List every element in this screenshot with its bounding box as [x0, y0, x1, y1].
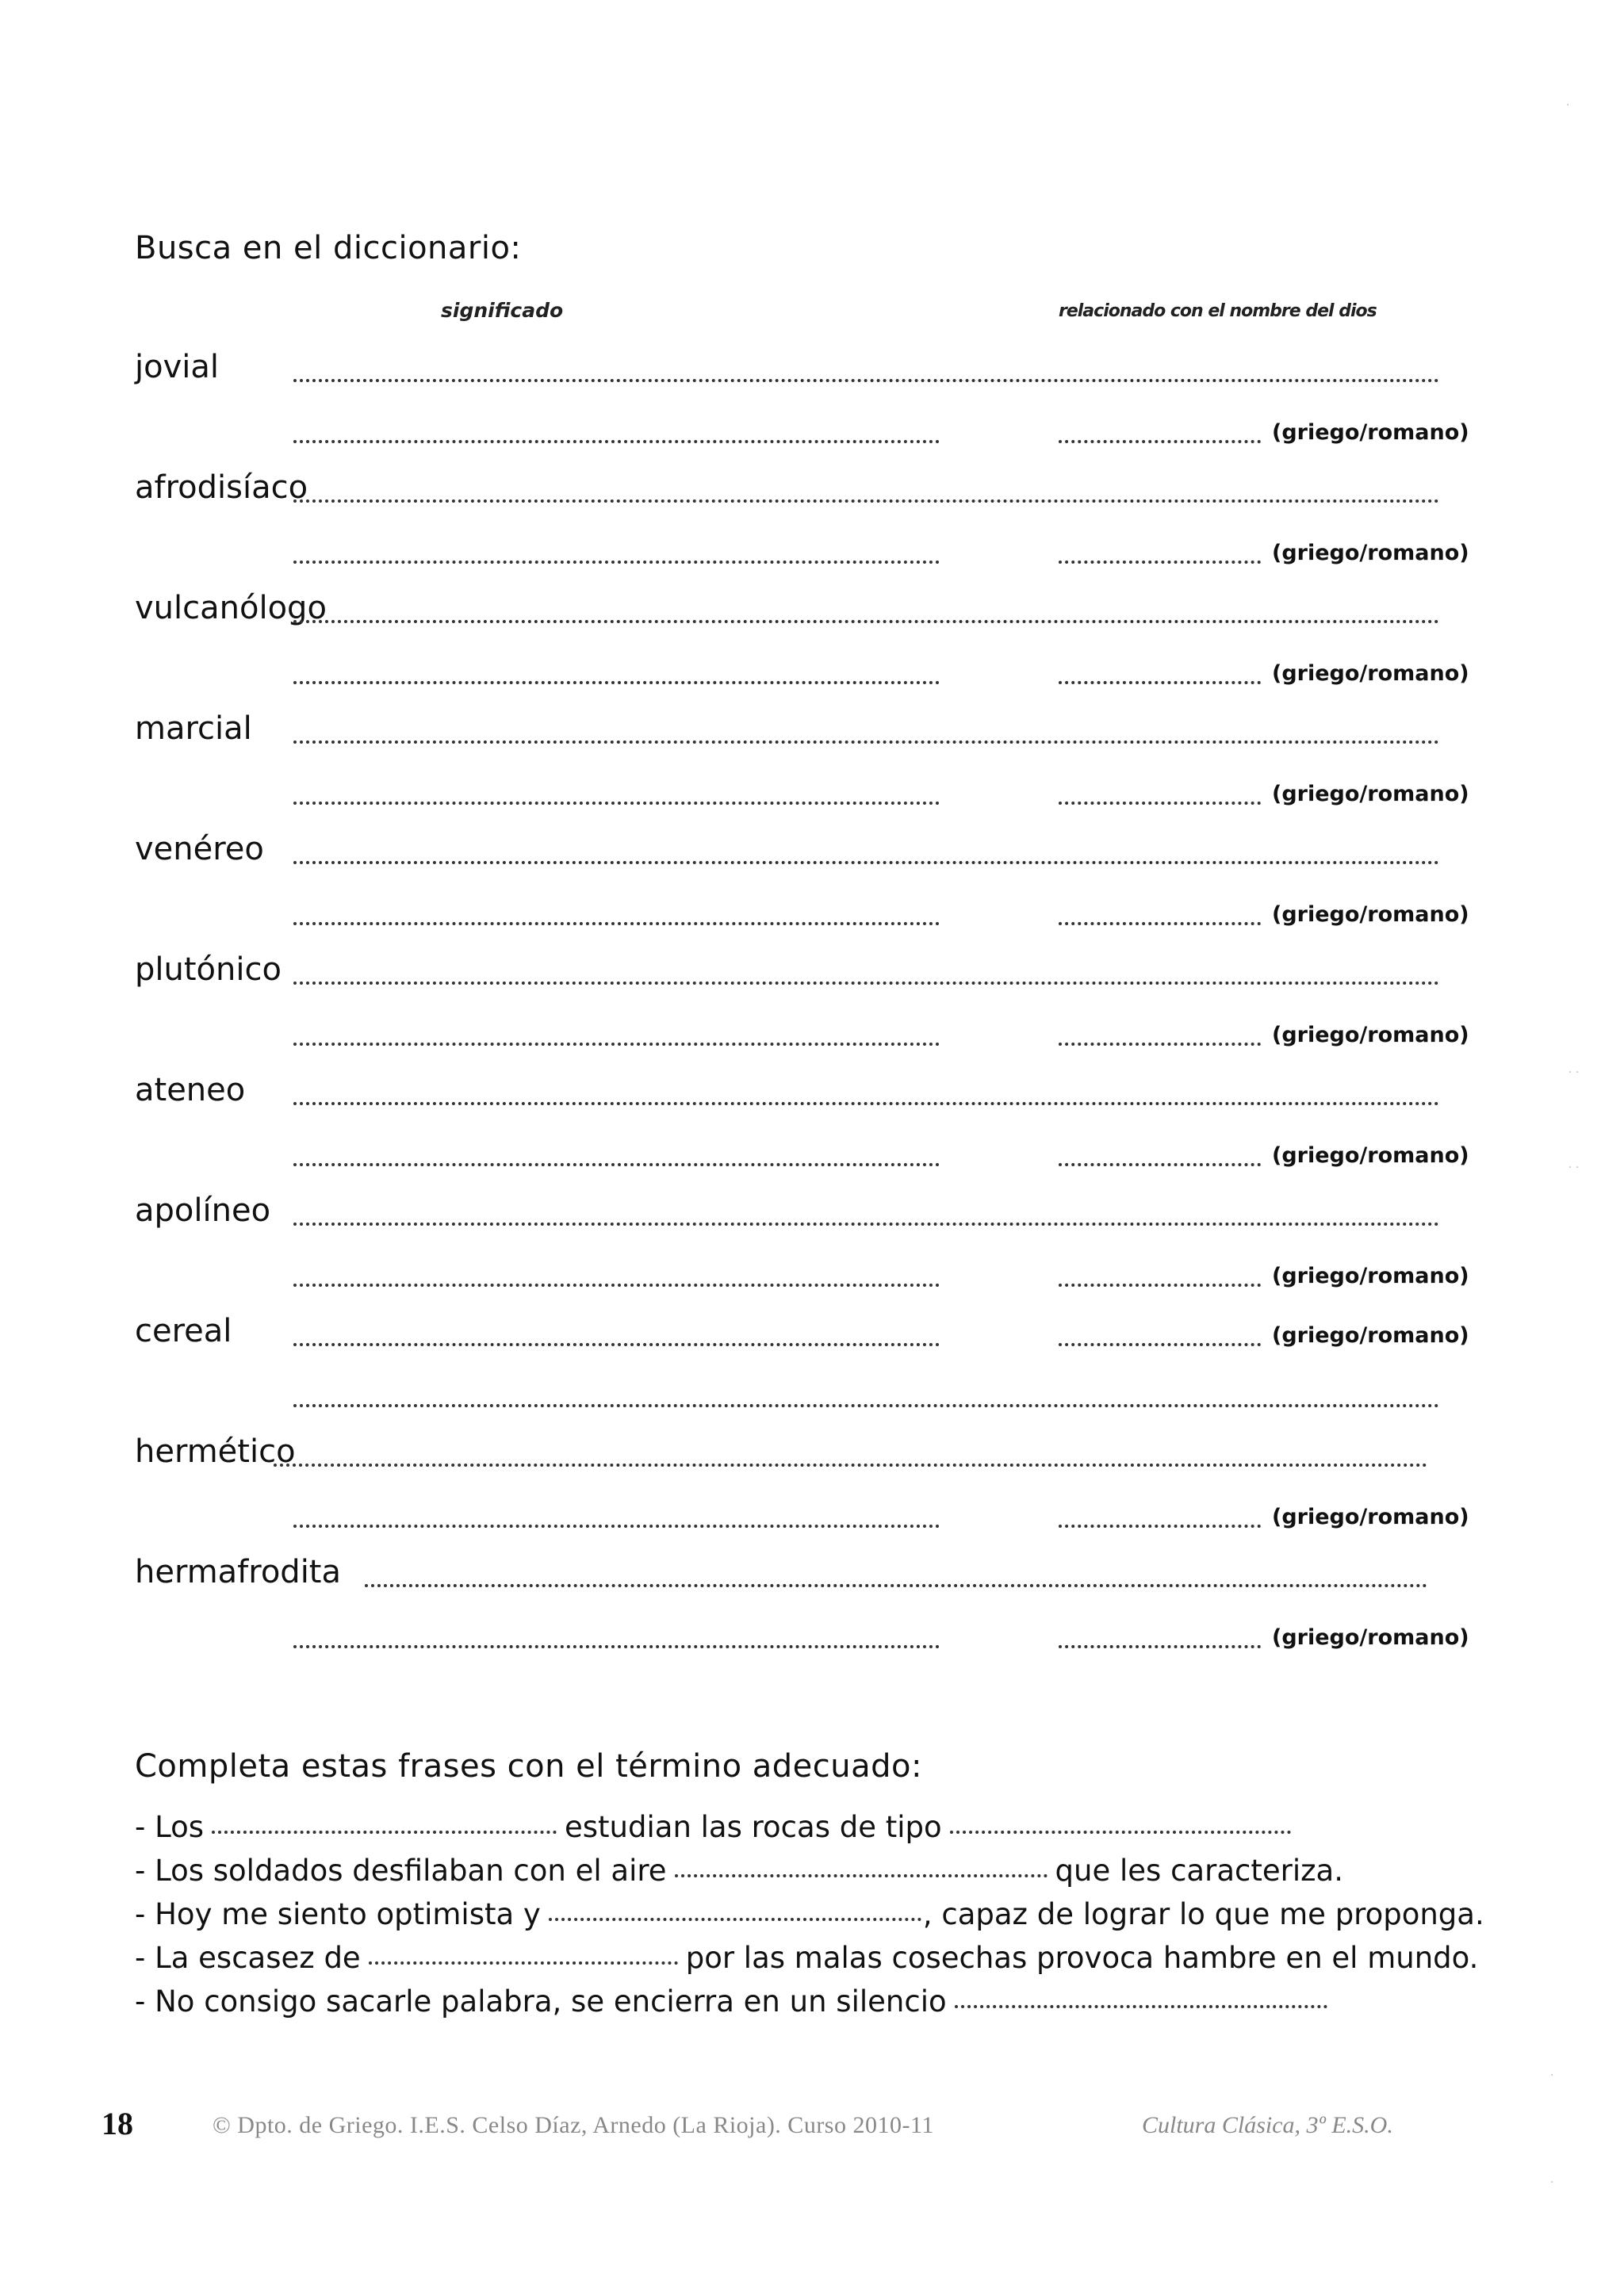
vocab-word: cereal [135, 1313, 232, 1349]
meaning-blank-line[interactable] [293, 1343, 940, 1346]
meaning-blank-line[interactable] [293, 440, 940, 443]
meaning-blank-line[interactable] [293, 681, 940, 684]
greek-roman-tag: (griego/romano) [1272, 541, 1469, 565]
sentence-item [135, 1984, 1335, 2019]
vocab-word: afrodisíaco [135, 469, 308, 506]
meaning-blank-line[interactable] [293, 861, 1439, 864]
sentence-text: - La escasez de [135, 1941, 361, 1975]
sentence-blank[interactable] [369, 1961, 678, 1965]
vocab-word: plutónico [135, 951, 282, 988]
section-heading-complete-sentences: Completa estas frases con el término adecuado: [135, 1748, 922, 1785]
vocab-word: jovial [135, 349, 219, 385]
vocab-word: venéreo [135, 831, 264, 867]
meaning-blank-line[interactable] [293, 982, 1439, 985]
sentence-blank[interactable] [950, 1831, 1291, 1834]
sentence-item [135, 1941, 1478, 1975]
god-name-blank[interactable] [1059, 561, 1261, 564]
sentence-blank[interactable] [675, 1874, 1048, 1877]
greek-roman-tag: (griego/romano) [1272, 661, 1469, 686]
sentence-blank[interactable] [212, 1831, 557, 1834]
greek-roman-tag: (griego/romano) [1272, 902, 1469, 927]
footer-course: Cultura Clásica, 3º E.S.O. [1142, 2112, 1393, 2138]
meaning-blank-line[interactable] [293, 620, 1439, 623]
vocab-word: vulcanólogo [135, 590, 327, 626]
sentence-blank[interactable] [955, 2005, 1327, 2008]
scan-speck: · [1550, 2069, 1554, 2082]
scan-speck: · [1566, 99, 1570, 112]
meaning-blank-line[interactable] [293, 1163, 940, 1166]
sentence-text: - Los [135, 1810, 204, 1844]
greek-roman-tag: (griego/romano) [1272, 1264, 1469, 1288]
sentence-item [135, 1854, 1343, 1888]
vocab-word: hermético [135, 1433, 296, 1470]
greek-roman-tag: (griego/romano) [1272, 782, 1469, 806]
sentence-text: - Hoy me siento optimista y [135, 1897, 541, 1931]
greek-roman-tag: (griego/romano) [1272, 1505, 1469, 1529]
meaning-blank-line[interactable] [293, 561, 940, 564]
sentence-text: - Los soldados desfilaban con el aire [135, 1854, 667, 1888]
scan-speck: · · [1568, 1161, 1580, 1174]
scan-speck: · [1550, 2176, 1554, 2189]
meaning-blank-line[interactable] [293, 499, 1439, 503]
sentence-item [135, 1810, 1299, 1844]
meaning-blank-line[interactable] [293, 1525, 940, 1528]
sentence-text: estudian las rocas de tipo [565, 1810, 942, 1844]
god-name-blank[interactable] [1059, 1525, 1261, 1528]
column-header-related-god: relacionado con el nombre del dios [1059, 301, 1377, 321]
meaning-blank-line[interactable] [293, 802, 940, 805]
sentence-text: , capaz de lograr lo que me proponga. [922, 1897, 1484, 1931]
sentence-text: por las malas cosechas provoca hambre en el mundo. [685, 1941, 1479, 1975]
god-name-blank[interactable] [1059, 1163, 1261, 1166]
greek-roman-tag: (griego/romano) [1272, 1625, 1469, 1650]
vocab-word: hermafrodita [135, 1554, 341, 1590]
meaning-blank-line[interactable] [293, 1043, 940, 1046]
sentence-item [135, 1897, 1484, 1931]
vocab-word: ateneo [135, 1072, 246, 1108]
meaning-blank-line[interactable] [293, 1223, 1439, 1226]
god-name-blank[interactable] [1059, 440, 1261, 443]
sentence-text: que les caracteriza. [1055, 1854, 1343, 1888]
meaning-blank-line[interactable] [293, 740, 1439, 744]
vocab-word: marcial [135, 710, 252, 747]
greek-roman-tag: (griego/romano) [1272, 1323, 1469, 1348]
god-name-blank[interactable] [1059, 802, 1261, 805]
greek-roman-tag: (griego/romano) [1272, 420, 1469, 445]
meaning-blank-line[interactable] [293, 922, 940, 925]
god-name-blank[interactable] [1059, 681, 1261, 684]
greek-roman-tag: (griego/romano) [1272, 1143, 1469, 1168]
vocab-word: apolíneo [135, 1192, 271, 1229]
footer-credit: © Dpto. de Griego. I.E.S. Celso Díaz, Arnedo (La Rioja). Curso 2010-11 [213, 2112, 934, 2138]
sentence-text: - No consigo sacarle palabra, se encierra en un silencio [135, 1984, 947, 2019]
meaning-blank-line[interactable] [293, 1404, 1439, 1407]
meaning-blank-line[interactable] [293, 1645, 940, 1648]
god-name-blank[interactable] [1059, 922, 1261, 925]
meaning-blank-line[interactable] [293, 1102, 1439, 1105]
meaning-blank-line[interactable] [293, 379, 1439, 382]
column-header-meaning: significado [441, 299, 564, 322]
sentence-blank[interactable] [549, 1918, 921, 1921]
god-name-blank[interactable] [1059, 1343, 1261, 1346]
god-name-blank[interactable] [1059, 1043, 1261, 1046]
god-name-blank[interactable] [1059, 1284, 1261, 1287]
section-heading-dictionary: Busca en el diccionario: [135, 230, 522, 266]
meaning-blank-line[interactable] [365, 1584, 1427, 1587]
page-number: 18 [102, 2106, 133, 2141]
god-name-blank[interactable] [1059, 1645, 1261, 1648]
greek-roman-tag: (griego/romano) [1272, 1023, 1469, 1047]
meaning-blank-line[interactable] [274, 1464, 1427, 1467]
scan-speck: · · [1568, 1066, 1580, 1079]
meaning-blank-line[interactable] [293, 1284, 940, 1287]
